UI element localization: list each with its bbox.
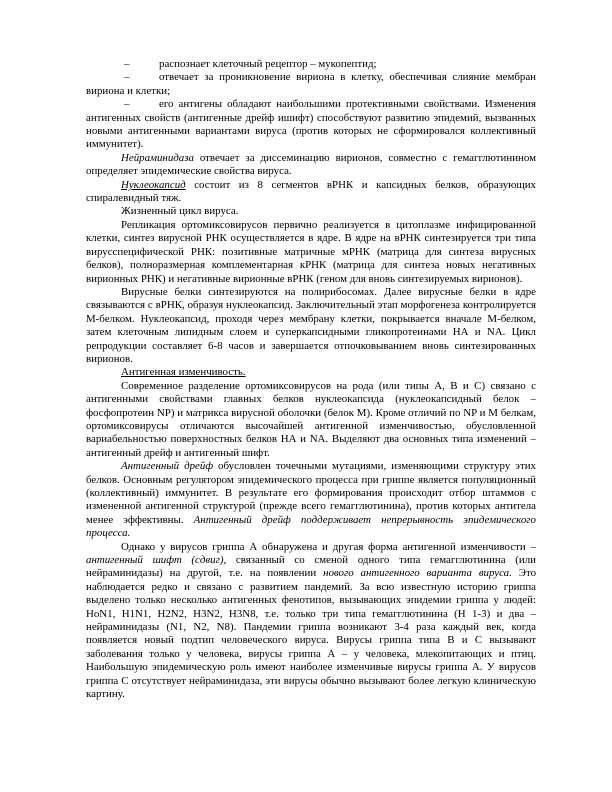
nucleocapsid-text: состоит из 8 сегментов вРНК и капсидных белков, образующих спиралевидный тяж.: [86, 178, 536, 205]
bullet-dash: –: [124, 71, 130, 84]
antigenic-shift-term: антигенный шифт (сдвиг): [86, 554, 224, 567]
antigenic-shift-intro: Однако у вирусов гриппа А обнаружена и другая форма антигенной изменчивости –: [121, 540, 536, 553]
neuraminidase-term: Нейраминидаза: [121, 151, 194, 164]
antigenic-drift-term: Антигенный дрейф: [121, 460, 214, 473]
lifecycle-heading: Жизненный цикл вируса.: [121, 205, 239, 218]
bullet-item-penetration: [86, 71, 536, 98]
antigenic-shift-text: , связанный со сменой одного типа гемагглютинина (или нейраминидазы) на другой, т.е. на появлении: [86, 554, 537, 580]
bullet-text: распознает клеточный рецептор – мукопептид;: [159, 58, 377, 70]
bullet-item-receptor: [86, 58, 536, 71]
lifecycle-paragraph-proteins: Вирусные белки синтезируются на полирибосомах. Далее вирусные белки в ядре связываются с вРНК, образуя нуклеокапсид. Заключительный этап морфогенеза контролируется М-белком. Нуклеокапсид, проходя через мембрану клетки, покрывается вначале М-белком, затем клеточным липидным слоем и суперкапсидными гликопротеинами НА и NA. Цикл репродукции составляет 6-8 часов и завершается отпочковыванием вновь синтезированных вирионов.: [86, 285, 536, 365]
bullet-dash: –: [124, 98, 130, 111]
antigenic-shift-paragraph: [86, 541, 536, 702]
nucleocapsid-term: Нуклеокапсид: [121, 178, 186, 191]
page-body: [86, 58, 536, 702]
antigenic-shift-emphasis: нового антигенного варианта вируса.: [323, 567, 512, 580]
antigenic-drift-paragraph: [86, 460, 536, 540]
nucleocapsid-paragraph: [86, 179, 536, 206]
antigenic-heading-text: Антигенная изменчивость.: [121, 366, 246, 379]
bullet-text: отвечает за проникновение вириона в клетку, обеспечивая слияние мембран вириона и клетки;: [86, 71, 536, 97]
antigenic-shift-details: Это наблюдается редко и связано с развитием пандемий. За всю известную историю гриппа выделено только несколько антигенных фенотипов, вызывающих эпидемии гриппа у людей: HoN1, H1N1, H2N2, H3N2, H3N8, т.е. только три типа гемагглютинина (Н 1-3) и два – нейраминидазы (N1, N2, N8). Пандемии гриппа возникают 3-4 раза каждый век, когда появляется новый подтип человеческого вируса. Вирусы гриппа типа В и С вызывают заболевания только у человека, вирусы гриппа А – у человека, млекопитающих и птиц. Наибольшую эпидемическую роль имеют наиболее изменчивые вирусы гриппа А. У вирусов гриппа С отсутствует нейраминидаза, эти вирусы обычно вызывают более легкую клиническую картину.: [86, 567, 537, 701]
bullet-item-antigens: [86, 98, 536, 152]
bullet-text: его антигены обладают наибольшими протективными свойствами. Изменения антигенных свойств (антигенные дрейф ишифт) способствуют развитию эпидемий, вызванных новыми антигенными вариантами вируса (против которых не сформировался коллективный иммунитет).: [86, 98, 536, 151]
neuraminidase-text: отвечает за диссеминацию вирионов, совместно с гемагглютинином определяет эпидемические свойства вируса.: [86, 151, 536, 178]
lifecycle-paragraph-replication: Репликация ортомиксовирусов первично реализуется в цитоплазме инфицированной клетки, синтез вирусной РНК осуществляется в ядре. В ядре на вРНК синтезируется три типа вирусспецифической РНК: позитивные матричные мРНК (матрица для синтеза вирусных белков), полноразмерная комплементарная кРНК (матрица для синтеза новых негативных вирионных РНК) и негативные вирионные вРНК (геном для вновь синтезируемых вирионов).: [86, 218, 536, 285]
antigenic-paragraph-classification: Современное разделение ортомиксовирусов на рода (или типы А, В и С) связано с антигенными свойствами главных белков нуклеокапсида (нуклеокапсидный белок – фосфопротеин NP) и матрикса вирусной оболочки (белок М). Кроме отличий по NP и М белкам, ортомиксовирусы отличаются высочайшей антигенной изменчивостью, обусловленной вариабельностью поверхностных белков НА и NA. Выделяют два основных типа изменений – антигенный дрейф и антигенный шифт.: [86, 379, 536, 459]
antigenic-drift-conclusion: Антигенный дрейф поддерживает непрерывность эпидемического процесса.: [86, 513, 536, 540]
bullet-dash: –: [124, 58, 130, 70]
neuraminidase-paragraph: [86, 152, 536, 179]
antigenic-heading: [86, 366, 536, 379]
antigenic-drift-text: обусловлен точечными мутациями, изменяющими структуру этих белков. Основным регулятором эпидемического процесса при гриппе является популяционный (коллективный) иммунитет. В результате его формирования происходит отбор штаммов с измененной антигенной структурой (прежде всего гемагглютинина), против которых антитела менее эффективны.: [86, 460, 536, 526]
